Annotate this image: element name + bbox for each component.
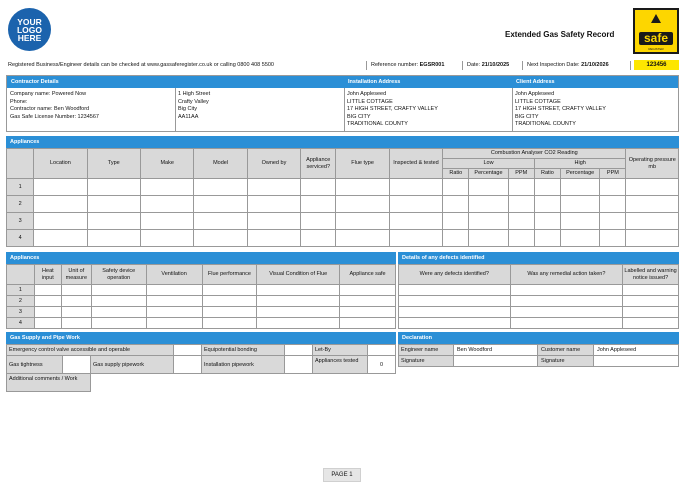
- engineer-signature-label: Signature: [398, 355, 454, 367]
- col-remedial-action: Was any remedial action taken?: [510, 265, 623, 285]
- divider: [522, 61, 523, 70]
- customer-signature-field[interactable]: [593, 355, 679, 367]
- installation-pipework-label: Installation pipework: [201, 355, 285, 374]
- col-location: Location: [34, 149, 87, 179]
- next-inspection-label: Next Inspection Date:: [527, 62, 580, 68]
- col-warning-notice: Labelled and warning notice issued?: [623, 265, 679, 285]
- customer-name-label: Customer name: [537, 344, 594, 356]
- installation-address-header: Installation Address: [344, 76, 512, 88]
- contractor-name: Contractor name: Ben Woodford: [10, 106, 90, 112]
- col-operating-pressure: Operating pressure mb: [626, 149, 679, 179]
- table-row: [399, 318, 679, 329]
- equipotential-bonding-label: Equipotential bonding: [201, 344, 285, 356]
- col-high-ppm: PPM: [600, 169, 626, 179]
- gas-safe-logo: [633, 8, 679, 54]
- col-unit-of-measure: Unit of measure: [61, 265, 91, 285]
- engineer-name-label: Engineer name: [398, 344, 454, 356]
- col-low-ppm: PPM: [508, 169, 534, 179]
- contractor-address: 1 High Street Crafty Valley Big City AA11AA: [178, 91, 211, 120]
- col-high: High: [534, 159, 626, 169]
- col-inspected-tested: Inspected & tested: [389, 149, 442, 179]
- table-row: 1: [7, 179, 679, 196]
- divider: [630, 61, 631, 70]
- logo-line-1: YOUR: [17, 16, 42, 27]
- contractor-details-header: Contractor Details: [7, 76, 344, 88]
- defects-table: [398, 264, 679, 329]
- gas-safe-triangle-icon: [651, 14, 661, 23]
- reference-value: EGSR001: [419, 62, 445, 68]
- col-make: Make: [140, 149, 193, 179]
- appliances-2-header: Appliances: [6, 252, 396, 264]
- appliances-header: Appliances: [6, 136, 679, 148]
- emergency-control-label: Emergency control valve accessible and operable: [6, 344, 174, 356]
- customer-signature-label: Signature: [537, 355, 594, 367]
- col-heat-input: Heat input: [34, 265, 61, 285]
- table-row: [399, 296, 679, 307]
- divider: [366, 61, 367, 70]
- company-logo: [8, 8, 51, 51]
- reference-code: 123456: [634, 60, 679, 70]
- document-title: Extended Gas Safety Record: [505, 30, 615, 39]
- col-low: Low: [443, 159, 535, 169]
- col-appliance-serviced: Appliance serviced?: [301, 149, 336, 179]
- divider: [462, 61, 463, 70]
- col-model: Model: [194, 149, 247, 179]
- gas-safe-register-text: REGISTER: [648, 47, 664, 51]
- next-inspection-date: [527, 62, 609, 68]
- col-defects-identified: Were any defects identified?: [399, 265, 511, 285]
- appliances-tested-value[interactable]: 0: [367, 355, 396, 374]
- col-owned-by: Owned by: [247, 149, 300, 179]
- col-type: Type: [87, 149, 140, 179]
- col-low-percentage: Percentage: [469, 169, 508, 179]
- company-name: Company name: Powered Now: [10, 91, 87, 97]
- installation-address: John Appleseed LITTLE COTTAGE 17 HIGH STREET, CRAFTY VALLEY BIG CITY TRADITIONAL COUNTY: [347, 91, 438, 127]
- let-by-label: Let-By: [312, 344, 368, 356]
- engineer-signature-field[interactable]: [453, 355, 538, 367]
- gas-tightness-field[interactable]: [62, 355, 91, 374]
- gas-safe-license: Gas Safe License Number: 1234567: [10, 113, 99, 120]
- declaration-header: Declaration: [398, 332, 679, 344]
- registered-note: Registered Business/Engineer details can be checked at www.gassaferegister.co.uk or calling 0800 408 5500: [8, 62, 274, 68]
- table-row: 3: [7, 307, 396, 318]
- contractor-details: [10, 91, 99, 121]
- phone: Phone:: [10, 98, 28, 105]
- client-address-header: Client Address: [512, 76, 678, 88]
- col-low-ratio: Ratio: [443, 169, 469, 179]
- table-row: 1: [7, 285, 396, 296]
- gas-supply-header: Gas Supply and Pipe Work: [6, 332, 396, 344]
- table-row: 3: [7, 213, 679, 230]
- engineer-name-value[interactable]: Ben Woodford: [453, 344, 538, 356]
- table-row: [399, 307, 679, 318]
- client-address: John Appleseed LITTLE COTTAGE 17 HIGH STREET, CRAFTY VALLEY BIG CITY TRADITIONAL COUNTY: [515, 91, 606, 127]
- next-inspection-value: 21/10/2026: [581, 62, 609, 68]
- table-row: [399, 285, 679, 296]
- appliances-table: [6, 148, 679, 247]
- gas-tightness-label: Gas tightness: [6, 355, 63, 374]
- installation-pipework-field[interactable]: [284, 355, 313, 374]
- table-row: 2: [7, 196, 679, 213]
- col-flue-performance: Flue performance: [202, 265, 257, 285]
- address-section: [6, 75, 679, 132]
- col-high-percentage: Percentage: [561, 169, 600, 179]
- logo-line-3: HERE: [17, 32, 42, 43]
- logo-line-2: LOGO: [16, 24, 43, 35]
- col-high-ratio: Ratio: [534, 169, 560, 179]
- reference-number: [371, 62, 444, 68]
- gas-supply-pipework-field[interactable]: [173, 355, 202, 374]
- table-row: 4: [7, 318, 396, 329]
- additional-comments-label: Additional comments / Work: [6, 373, 91, 392]
- table-row: 4: [7, 230, 679, 247]
- date-label: Date:: [467, 62, 481, 68]
- gas-supply-pipework-label: Gas supply pipework: [90, 355, 174, 374]
- date-value: 21/10/2025: [481, 62, 510, 68]
- reference-label: Reference number:: [371, 62, 419, 68]
- col-safety-device: Safety device operation: [91, 265, 146, 285]
- col-visual-condition-flue: Visual Condition of Flue: [257, 265, 340, 285]
- col-combustion-reading: Combustion Analyser CO2 Reading: [443, 149, 626, 159]
- gas-safe-badge: safe: [639, 32, 673, 45]
- table-row: 2: [7, 296, 396, 307]
- defects-header: Details of any defects identified: [398, 252, 679, 264]
- page-number: PAGE 1: [323, 468, 361, 482]
- col-flue-type: Flue type: [336, 149, 389, 179]
- record-date: [467, 62, 509, 68]
- col-appliance-safe: Appliance safe: [340, 265, 396, 285]
- appliances-2-table: [6, 264, 396, 329]
- col-ventilation: Ventilation: [146, 265, 202, 285]
- customer-name-value[interactable]: John Appleseed: [593, 344, 679, 356]
- appliances-tested-label: Appliances tested: [312, 355, 368, 374]
